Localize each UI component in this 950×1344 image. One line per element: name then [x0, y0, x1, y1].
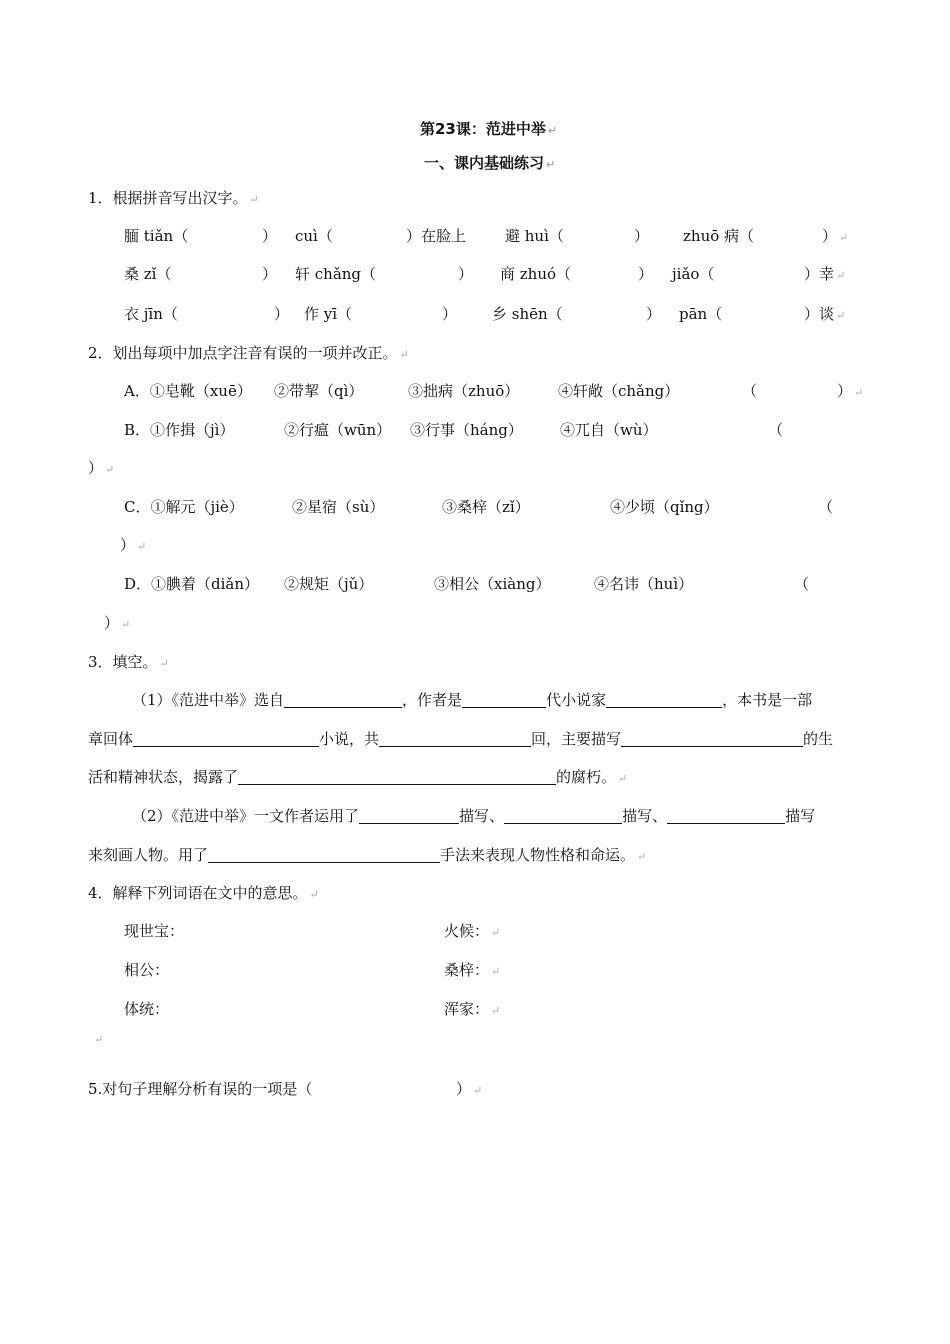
fill-blank[interactable]	[606, 691, 722, 708]
q1-heading: 1．根据拼音写出汉字。 ↵	[88, 189, 259, 207]
fill-blank[interactable]	[238, 768, 556, 785]
term-label: 体统：	[124, 1000, 170, 1018]
fill-blank[interactable]	[621, 730, 803, 747]
term-label: 现世宝：	[124, 922, 185, 940]
fill-blank[interactable]	[504, 807, 622, 824]
fill-blank[interactable]	[133, 730, 319, 747]
fill-blank[interactable]	[359, 807, 459, 824]
term-label: 火候： ↵	[444, 922, 501, 940]
q2-heading: 2．划出每项中加点字注音有误的一项并改正。 ↵	[88, 344, 409, 362]
fill-blank[interactable]	[462, 691, 546, 708]
page-title: 第23课：范进中举 ↵	[420, 120, 558, 138]
fill-blank[interactable]	[208, 846, 440, 863]
fill-blank[interactable]	[379, 730, 531, 747]
term-label: 浑家： ↵	[444, 1000, 501, 1018]
term-label: 桑梓： ↵	[444, 961, 501, 979]
term-label: 相公：	[124, 961, 170, 979]
paragraph-mark: ↵	[94, 1033, 104, 1046]
fill-blank[interactable]	[284, 691, 402, 708]
fill-blank[interactable]	[667, 807, 785, 824]
q3-heading: 3．填空。 ↵	[88, 653, 169, 671]
q4-heading: 4．解释下列词语在文中的意思。 ↵	[88, 884, 319, 902]
section-heading: 一、课内基础练习 ↵	[424, 154, 556, 172]
